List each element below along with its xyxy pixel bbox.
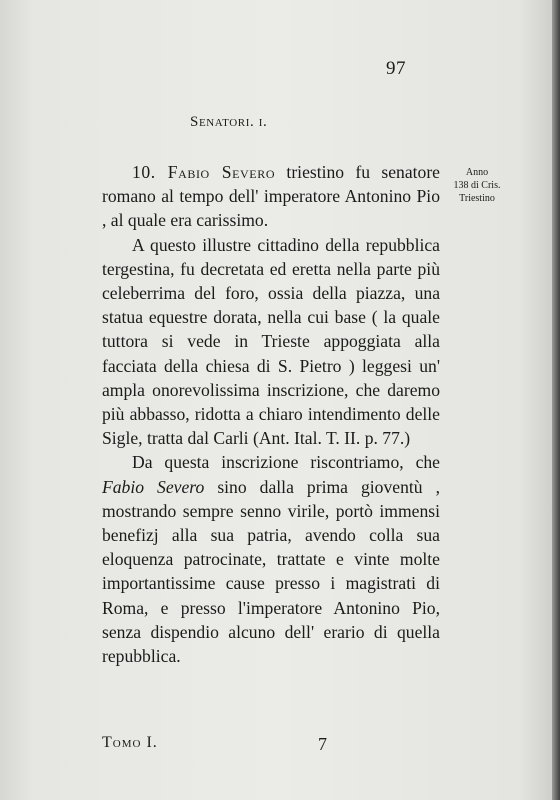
paragraph-1	[102, 160, 440, 233]
volume-footer: Tomo I.	[102, 734, 158, 751]
paragraph-3-text: sino dalla prima gioventù , mostrando sempre senno virile, portò immensi benefizj alla sua patria, avendo colla sua eloquenza patrocinate, trattate e vinte molte importantissime cause presso i magistrati di Roma, e presso l'imperatore Antonino Pio, senza dispendio alcuno dell' erario di quella repubblica.	[102, 476, 440, 667]
signature-mark: 7	[318, 734, 327, 754]
paragraph-3-start: Da questa inscrizione riscontriamo, che	[132, 452, 440, 473]
paragraph-2: A questo illustre cittadino della repubblica tergestina, fu decretata ed eretta nella parte più celeberrima del foro, ossia della piazza, una statua equestre dorata, nella cui base ( la quale tuttora si vede in Trieste appoggiata alla facciata della chiesa di S. Pietro ) leggesi un' ampla onorevolissima inscrizione, che daremo più abbasso, ridotta a chiaro intendimento delle Sigle, tratta dal Carli (Ant. Ital. T. II. p. 77.)	[102, 234, 440, 449]
margin-note-line: 138 di Cris.	[453, 180, 501, 191]
running-head: Senatori. i.	[190, 114, 268, 130]
margin-note-line: Anno	[465, 167, 489, 178]
entry-name: 10. Fabio Severo	[132, 162, 276, 182]
page-number: 97	[386, 58, 406, 79]
margin-note	[440, 166, 514, 205]
page-edge	[552, 0, 560, 800]
paragraph-3	[102, 450, 440, 668]
italic-name: Fabio Severo	[102, 476, 205, 497]
paragraph-1-text: triestino fu senatore romano al tempo dell' imperatore Antonino Pio , al quale era carissimo.	[102, 162, 440, 231]
body-text	[102, 160, 440, 668]
margin-note-line: Triestino	[459, 193, 495, 204]
